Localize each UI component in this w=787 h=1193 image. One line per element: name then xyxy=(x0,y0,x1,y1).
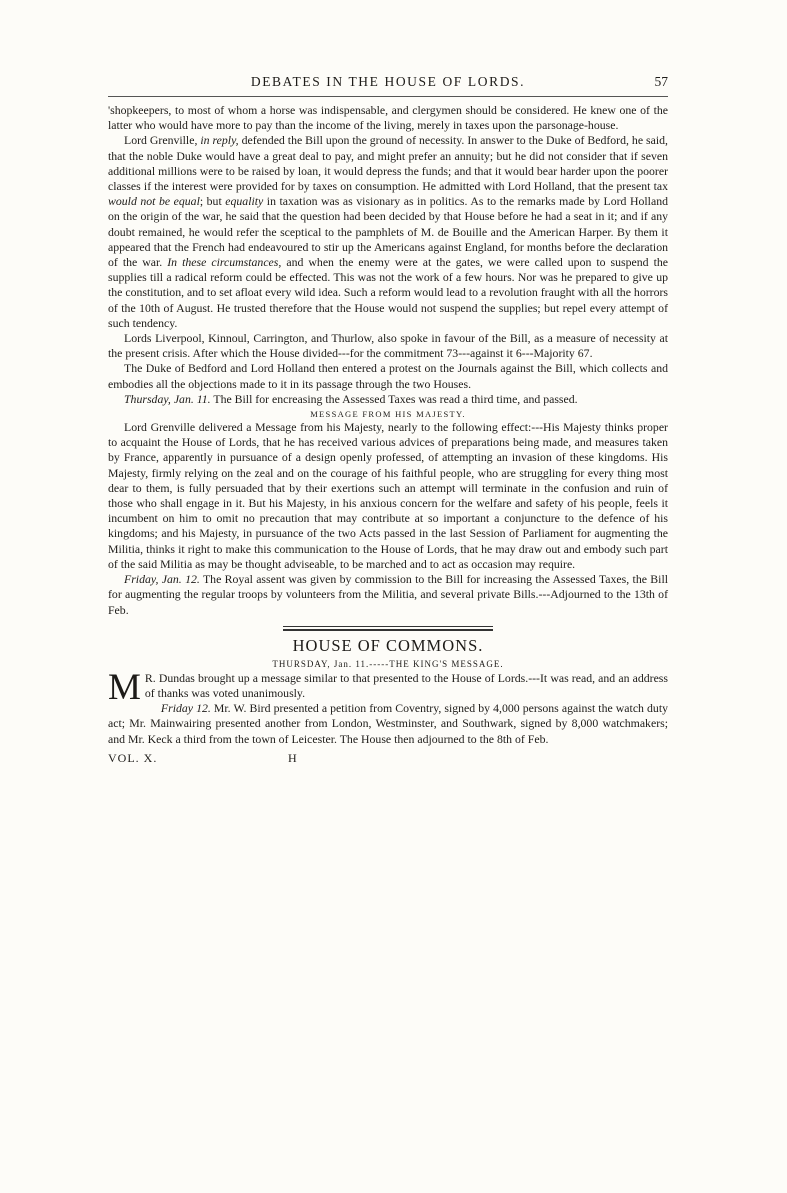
running-title: DEBATES IN THE HOUSE OF LORDS. xyxy=(250,74,526,89)
page-footer xyxy=(108,751,668,769)
date-friday-12: Friday 12. xyxy=(160,701,211,716)
running-head xyxy=(108,74,668,97)
speaker-grenville: Lord Grenville, xyxy=(124,133,198,148)
paragraph-royal-message: Lord Grenville delivered a Message from his Majesty, nearly to the following effect:---His Majesty thinks proper to acquaint the House of Lords, that he has received various advices of preparations being made, and measures taken by France, apparently in pursuance of a design openly professed, of attempting an invasion of these kingdoms. His Majesty, firmly relying on the zeal and on the courage of his faithful people, who are struggling for every thing most dear to them, is fully persuaded that by their exertions such an attempt will terminate in the confusion and ruin of those who shall engage in it. But his Majesty, in his anxious concern for the welfare and safety of his people, feels it incumbent on him to omit no precaution that may contribute at so important a conjuncture to the defence of his kingdoms; and his Majesty, in pursuance of the two Acts passed in the last Session of Parliament for augmenting the Militia, thinks it right to make this communication to the House of Lords, that he may draw out and embody such part of the said Militia as may be thought adviseable, to be marched and to act as occasion may require. xyxy=(108,420,668,571)
paragraph-shopkeepers: 'shopkeepers, to most of whom a horse was indispensable, and clergymen should be considered. He knew one of the latter who would have more to pay than the income of the living, merely in taxes upon the parsonage-house. xyxy=(108,103,668,133)
page xyxy=(108,74,668,769)
paragraph-lords-division: Lords Liverpool, Kinnoul, Carrington, and Thurlow, also spoke in favour of the Bill, as a measure of necessity at the present crisis. After which the House divided---for the commitment 73---against it 6---Majority 67. xyxy=(108,331,668,361)
page-number: 57 xyxy=(654,74,668,89)
paragraph-thursday: Thursday, Jan. 11. The Bill for encreasing the Assessed Taxes was read a third time, and passed. xyxy=(124,391,578,406)
divider-rule-thick xyxy=(283,629,493,631)
paragraph-petitions: Friday 12. Mr. W. Bird presented a petition from Coventry, signed by 4,000 persons against the watch duty act; Mr. Mainwairing presented another from London, Westminster, and Southwark, signed by 8,000 watchmakers; and Mr. Keck a third from the town of Leicester. The House then adjourned to the 8th of Feb. xyxy=(108,701,668,746)
paragraph-friday: Friday, Jan. 12. The Royal assent was given by commission to the Bill for increasing the Assessed Taxes, the Bill for augmenting the regular troops by volunteers from the Militia, and several private Bills.---Adjourned to the 13th of Feb. xyxy=(108,572,668,617)
reply-phrase: in reply, xyxy=(200,133,239,148)
date-thursday: Thursday, Jan. 11. xyxy=(124,391,211,406)
drop-cap: M xyxy=(108,666,141,708)
commons-heading: HOUSE OF COMMONS. xyxy=(292,635,484,655)
message-heading: MESSAGE FROM HIS MAJESTY. xyxy=(310,409,466,420)
signature-mark: H xyxy=(288,750,297,765)
paragraph-dundas: M R. Dundas brought up a message similar to that presented to the House of Lords.---It was read, and an address of thanks was voted unanimously. xyxy=(108,666,668,708)
divider-rule xyxy=(283,626,493,627)
lords-debate-body xyxy=(108,103,668,747)
date-friday: Friday, Jan. 12. xyxy=(124,572,200,587)
paragraph-grenville-reply: Lord Grenville, in reply, defended the Bill upon the ground of necessity. In answer to the Duke of Bedford, he said, that the noble Duke would have a great deal to pay, and might prefer an annuity; but he did not consider that if seven additional millions were to be raised by loan, it would depress the funds; and that it would bear harder upon the poorer classes if the interest were provided for by taxes on consumption. He admitted with Lord Holland, that the present tax would not be equal; but equality in taxation was as visionary as in politics. As to the remarks made by Lord Holland on the origin of the war, he said that the question had been decided by that House before he had a seat in it; and if any doubt remained, he would refer the sceptical to the pamphlets of M. de Bouille and the American Harper. By them it appeared that the French had endeavoured to stir up the Americans against England, for months before the declaration of the war. In these circumstances, and when the enemy were at the gates, we were called upon to suspend the supplies till a radical reform could be effected. This was not the work of a few hours. Nor was he prepared to give up the constitution, and to set afloat every wild idea. Such a reform would lead to a revolution fraught with all the horrors of the 10th of August. He trusted therefore that the House would not suspend the supplies; but repel every attempt of such tendency. xyxy=(108,133,668,330)
volume-label: VOL. X. xyxy=(108,750,158,765)
commons-date-line: THURSDAY, Jan. 11.-----THE KING'S MESSAGE. xyxy=(272,658,504,669)
paragraph-protest: The Duke of Bedford and Lord Holland then entered a protest on the Journals against the Bill, which collects and embodies all the objections made to it in its passage through the two Houses. xyxy=(108,361,668,391)
